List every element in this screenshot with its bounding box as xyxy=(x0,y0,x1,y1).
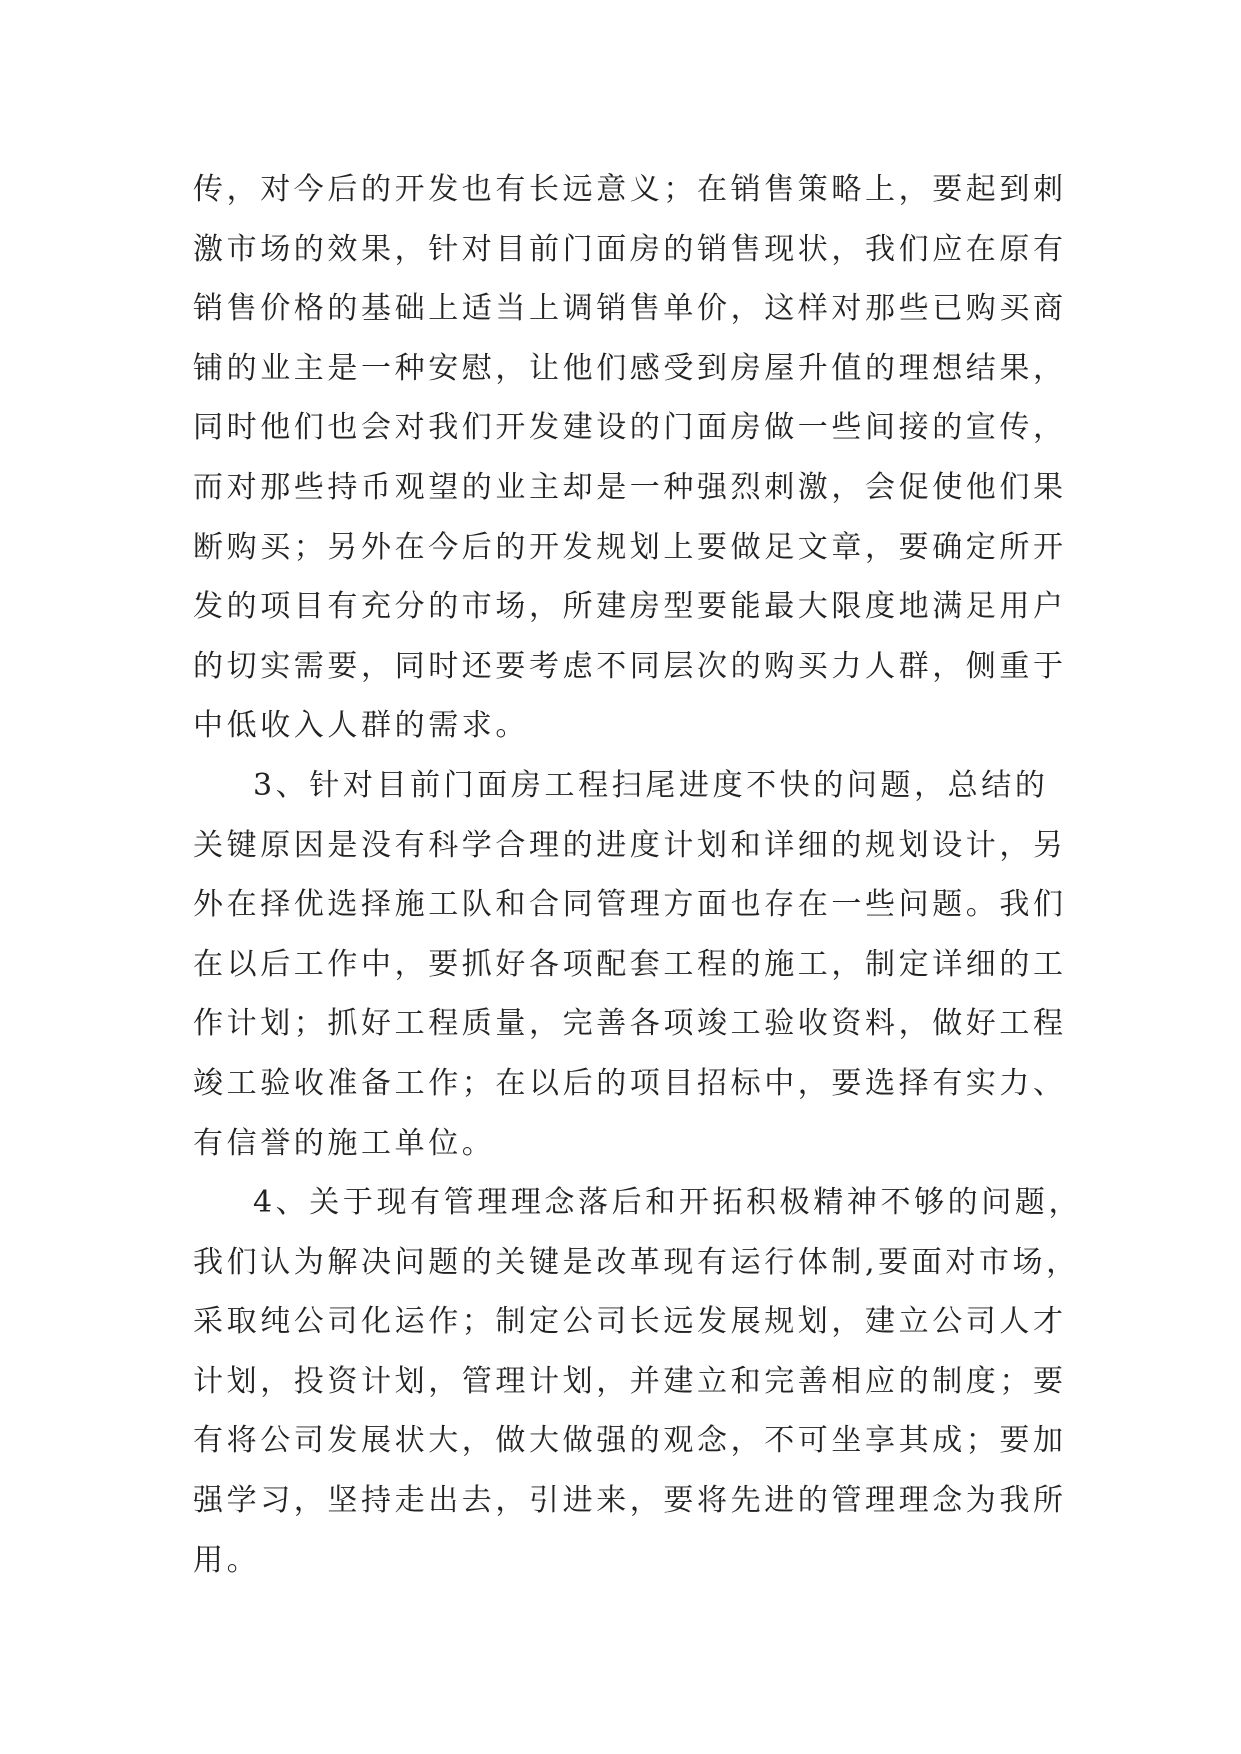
paragraph-3-first-line: 3、针对目前门面房工程扫尾进度不快的问题，总结的 xyxy=(253,767,1049,803)
text-line: 关键原因是没有科学合理的进度计划和详细的规划设计，另 xyxy=(193,827,1067,863)
text-line: 外在择优选择施工队和合同管理方面也存在一些问题。我们 xyxy=(193,887,1067,923)
text-line: 销售价格的基础上适当上调销售单价，这样对那些已购买商 xyxy=(193,291,1067,327)
document-body xyxy=(193,160,1083,1590)
text-line: 同时他们也会对我们开发建设的门面房做一些间接的宣传， xyxy=(193,410,1067,446)
text-line: 而对那些持币观望的业主却是一种强烈刺激，会促使他们果 xyxy=(193,469,1067,505)
text-line: 计划，投资计划，管理计划，并建立和完善相应的制度；要 xyxy=(193,1363,1067,1399)
text-line: 作计划；抓好工程质量，完善各项竣工验收资料，做好工程 xyxy=(193,1006,1067,1042)
paragraph-4-first-line: 4、关于现有管理理念落后和开拓积极精神不够的问题， xyxy=(253,1185,1083,1221)
text-line: 用。 xyxy=(193,1542,261,1578)
text-line: 在以后工作中，要抓好各项配套工程的施工，制定详细的工 xyxy=(193,946,1067,982)
text-line: 发的项目有充分的市场，所建房型要能最大限度地满足用户 xyxy=(193,589,1067,625)
text-line: 中低收入人群的需求。 xyxy=(193,708,529,744)
text-line: 有信誉的施工单位。 xyxy=(193,1125,496,1161)
text-line: 采取纯公司化运作；制定公司长远发展规划，建立公司人才 xyxy=(193,1304,1067,1340)
text-line: 我们认为解决问题的关键是改革现有运行体制,要面对市场， xyxy=(193,1244,1080,1280)
text-line: 的切实需要，同时还要考虑不同层次的购买力人群，侧重于 xyxy=(193,648,1067,684)
text-line: 有将公司发展状大，做大做强的观念，不可坐享其成；要加 xyxy=(193,1423,1067,1459)
text-line: 强学习，坚持走出去，引进来，要将先进的管理理念为我所 xyxy=(193,1483,1067,1519)
text-line: 断购买；另外在今后的开发规划上要做足文章，要确定所开 xyxy=(193,529,1067,565)
text-line: 传，对今后的开发也有长远意义；在销售策略上，要起到刺 xyxy=(193,172,1067,207)
text-line: 铺的业主是一种安慰，让他们感受到房屋升值的理想结果， xyxy=(193,350,1067,386)
text-line: 激市场的效果，针对目前门面房的销售现状，我们应在原有 xyxy=(193,231,1067,267)
text-line: 竣工验收准备工作；在以后的项目招标中，要选择有实力、 xyxy=(193,1065,1067,1101)
